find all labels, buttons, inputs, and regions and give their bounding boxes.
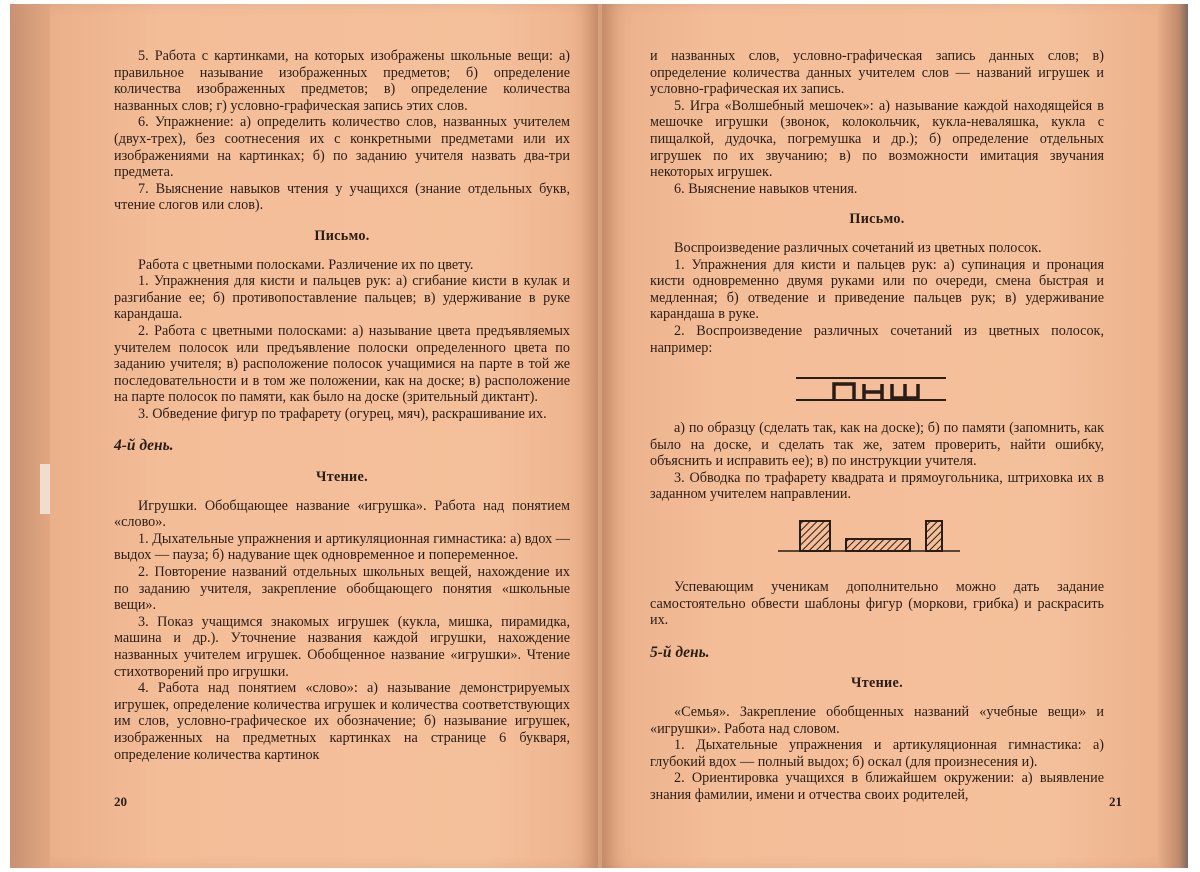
stencil-shapes-figure [650,511,1104,571]
open-book [10,4,1188,868]
paragraph: Работа с цветными полосками. Различение их по цвету. [138,256,474,273]
right-page [602,4,1162,868]
page-number: 20 [114,794,127,809]
page-number: 21 [1109,794,1122,809]
paragraph: 6. Выяснение навыков чтения. [674,180,858,197]
left-page-text [114,48,570,763]
paragraph: 7. Выяснение навыков чтения у учащихся (знание отдельных букв, чтение слогов или слов). [114,180,570,214]
paragraph: 3. Обводка по трафарету квадрата и прямоугольника, штриховка их в заданном учителем направлении. [650,469,1104,503]
paragraph: 2. Повторение названий отдельных школьных вещей, нахождение их по заданию учителя, закрепление обобщающего понятия «школьные вещи». [114,564,570,614]
paragraph: Воспроизведение различных сочетаний из цветных полосок. [674,239,1042,256]
paragraph: 6. Упражнение: а) определить количество слов, названных учителем (двух-трех), без соотнесения их с конкретными предметами или их изображениями на картинках; б) по заданию учителя назвать два-три предмета. [114,114,570,181]
book-edge-right [1158,4,1188,868]
paragraph: 1. Упражнения для кисти и пальцев рук: а) сгибание кисти в кулак и разгибание ее; б) противопоставление пальцев; в) удерживание в руке карандаша. [114,273,570,323]
section-heading-reading: Чтение. [851,675,903,692]
book-edge-left [10,4,54,868]
paragraph: 5. Игра «Волшебный мешочек»: а) называние каждой находящейся в мешочке игрушки (звонок, колокольчик, кукла-неваляшка, кукла с пищалкой, дудочка, погремушка и др.); б) определение отдельных игрушек по их звучанию; в) по возможности имитация звучания некоторых игрушек. [650,97,1104,181]
paragraph: 1. Дыхательные упражнения и артикуляционная гимнастика: а) глубокий вдох — полный выдох; б) оскал (для произнесения и). [650,737,1104,770]
paragraph: 1. Дыхательные упражнения и артикуляционная гимнастика: а) вдох — выдох — пауза; б) надувание щек одновременное и попеременное. [114,530,570,564]
paragraph: 2. Ориентировка учащихся в ближайшем окружении: а) выявление знания фамилии, имени и отчества своих родителей, [650,770,1104,803]
section-heading-reading: Чтение. [316,469,368,486]
paragraph: 4. Работа над понятием «слово»: а) называние демонстрируемых игрушек, определение количества игрушек и количества соответствующих им слов, условно-графическое их обозначение; б) называние игрушек, изображенных на предметных картинках на странице 6 букваря, определение количества картинок [114,680,570,763]
paragraph: «Семья». Закрепление обобщенных названий «учебные вещи» и «игрушки». Работа над словом. [650,704,1104,737]
left-page [50,4,598,868]
paragraph: а) по образцу (сделать так, как на доске); б) по памяти (запомнить, как было на доске, и сделать так же, затем проверить, найти ошибку, объяснить и исправить ее); в) по инструкции учителя. [650,420,1104,470]
paragraph: 2. Воспроизведение различных сочетаний из цветных полосок, например: [650,322,1104,356]
day-heading: 4-й день. [114,437,174,455]
paragraph: 5. Работа с картинками, на которых изображены школьные вещи: а) правильное называние изображенных предметов; б) определение количества изображенных предметов; в) определение количества названных слов; г) условно-графическая запись этих слов. [114,48,570,114]
paragraph: 2. Работа с цветными полосками: а) называние цвета предъявляемых учителем полосок или предъявление полоски определенного цвета по заданию учителя; в) расположение полосок учащимися на парте в той же последовательности и в том же положении, как на доске; в) расположение на парте полосок по памяти, как было на доске (зрительный диктант). [114,322,570,406]
paragraph: 3. Обведение фигур по трафарету (огурец, мяч), раскрашивание их. [138,405,547,422]
paragraph: 1. Упражнения для кисти и пальцев рук: а) супинация и пронация кисти одновременно двумя руками или по очереди, смена быстрая и медленная; б) отведение и приведение пальцев рук; в) удерживание карандаша в руке. [650,256,1104,323]
strip-pattern-figure [650,364,1104,412]
paragraph: Игрушки. Обобщающее название «игрушка». Работа над понятием «слово». [114,497,570,531]
right-page-text [650,48,1104,804]
paragraph: и названных слов, условно-графическая запись данных слов; в) определение количества данных учителем слов — названий игрушек и условно-графическая их запись. [650,48,1104,98]
day-heading: 5-й день. [650,643,710,661]
section-heading-writing: Письмо. [314,227,370,244]
paragraph: Успевающим ученикам дополнительно можно дать задание самостоятельно обвести шаблоны фигур (моркови, грибка) и раскрасить их. [650,579,1104,629]
section-heading-writing: Письмо. [849,211,905,228]
paragraph: 3. Показ учащимся знакомых игрушек (кукла, мишка, пирамидка, машина и др.). Уточнение названия каждой игрушки, нахождение названных учителем игрушек. Обобщенное название «игрушки». Чтение стихотворений про игрушки. [114,613,570,680]
